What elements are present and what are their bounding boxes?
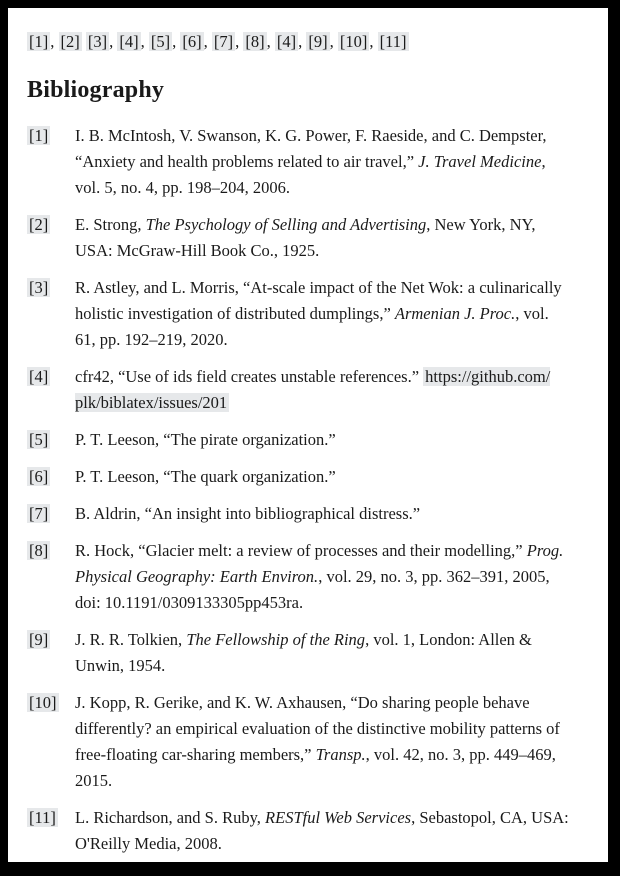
reference-list (27, 123, 573, 857)
italic-title: The Psychology of Selling and Advertising (145, 215, 427, 234)
reference-text (75, 501, 573, 527)
reference-label-link[interactable]: [7] (29, 504, 49, 523)
reference-label-link[interactable]: [1] (29, 126, 49, 145)
reference-text-segment: J. Kopp, R. Gerike, and K. W. Axhausen, “Do sharing people behave differently? an empirical evaluation of the distinctive mobility patterns of free-floating car-sharing members,” (75, 693, 560, 764)
reference-entry (27, 364, 573, 416)
citation-link[interactable]: [4] (119, 32, 139, 51)
reference-text-segment: L. Richardson, and S. Ruby, (75, 808, 266, 827)
reference-entry (27, 427, 573, 453)
reference-text-segment: , Sebastopol, CA, USA: O'Reilly Media, 2008. (75, 808, 569, 853)
citation-separator: , (266, 32, 275, 51)
citation-separator: , (50, 32, 59, 51)
citation-separator: , (140, 32, 149, 51)
reference-label-link[interactable]: [4] (29, 367, 49, 386)
reference-entry (27, 464, 573, 490)
reference-text (75, 627, 573, 679)
citation-link[interactable]: [9] (308, 32, 328, 51)
reference-number-cell (27, 212, 75, 264)
reference-text-segment: , New York, NY, USA: McGraw-Hill Book Co., 1925. (75, 215, 536, 260)
reference-text-segment: E. Strong, (75, 215, 146, 234)
reference-number-cell (27, 538, 75, 616)
citation-link[interactable]: [10] (339, 32, 368, 51)
bibliography-heading: Bibliography (27, 77, 165, 103)
reference-text (75, 690, 573, 794)
reference-number-cell (27, 690, 75, 794)
citation-link[interactable]: [7] (213, 32, 234, 51)
citation-separator: , (203, 32, 212, 51)
reference-text (75, 123, 573, 201)
italic-title: Prog. Physical Geography: Earth Environ. (75, 541, 564, 586)
reference-label-link[interactable]: [10] (29, 693, 57, 712)
citation-link[interactable]: [1] (29, 32, 49, 51)
reference-text-segment: B. Aldrin, “An insight into bibliographical distress.” (75, 504, 421, 523)
citation-link[interactable]: [2] (60, 32, 80, 51)
italic-title: The Fellowship of the Ring (186, 630, 366, 649)
reference-text (75, 212, 573, 264)
reference-label-link[interactable]: [2] (29, 215, 49, 234)
reference-text-segment: , vol. 42, no. 3, pp. 449–469, 2015. (75, 745, 556, 790)
reference-text (75, 427, 573, 453)
reference-text-segment: cfr42, “Use of ids field creates unstable references.” (75, 367, 424, 386)
reference-entry (27, 805, 573, 857)
reference-text-segment: , vol. 29, no. 3, pp. 362–391, 2005, doi: 10.1191/0309133305pp453ra. (75, 567, 550, 612)
reference-number-cell (27, 501, 75, 527)
citation-separator: , (235, 32, 244, 51)
reference-number-cell (27, 364, 75, 416)
reference-text (75, 464, 573, 490)
reference-entry (27, 627, 573, 679)
citation-separator: , (172, 32, 181, 51)
citation-separator: , (369, 32, 378, 51)
external-url-link[interactable]: https://github.com/plk/biblatex/issues/201 (75, 367, 551, 412)
reference-number-cell (27, 275, 75, 353)
citation-separator: , (298, 32, 307, 51)
reference-entry (27, 501, 573, 527)
reference-text-segment: J. R. R. Tolkien, (75, 630, 187, 649)
italic-title: Armenian J. Proc. (394, 304, 516, 323)
citation-link[interactable]: [5] (150, 32, 171, 51)
citation-link[interactable]: [3] (87, 32, 108, 51)
reference-text (75, 364, 573, 416)
reference-entry (27, 538, 573, 616)
italic-title: J. Travel Medicine (418, 152, 542, 171)
reference-text (75, 805, 573, 857)
reference-text-segment: , vol. 1, London: Allen & Unwin, 1954. (75, 630, 532, 675)
reference-text-segment: , vol. 61, pp. 192–219, 2020. (75, 304, 549, 349)
reference-text-segment: , vol. 5, no. 4, pp. 198–204, 2006. (75, 152, 546, 197)
citation-separator: , (329, 32, 338, 51)
citation-link[interactable]: [11] (379, 32, 407, 51)
reference-entry (27, 123, 573, 201)
citation-separator: , (109, 32, 118, 51)
reference-number-cell (27, 464, 75, 490)
reference-text-segment: I. B. McIntosh, V. Swanson, K. G. Power, F. Raeside, and C. Dempster, “Anxiety and health problems related to air travel,” (75, 126, 547, 171)
reference-number-cell (27, 805, 75, 857)
reference-text-segment: P. T. Leeson, “The pirate organization.” (75, 430, 336, 449)
reference-entry (27, 275, 573, 353)
reference-label-link[interactable]: [9] (29, 630, 49, 649)
reference-number-cell (27, 427, 75, 453)
reference-text-segment: P. T. Leeson, “The quark organization.” (75, 467, 336, 486)
reference-label-link[interactable]: [8] (29, 541, 49, 560)
reference-entry (27, 212, 573, 264)
reference-text (75, 538, 573, 616)
reference-label-link[interactable]: [5] (29, 430, 49, 449)
citation-link[interactable]: [6] (182, 32, 202, 51)
reference-number-cell (27, 123, 75, 201)
italic-title: Transp. (315, 745, 366, 764)
citation-link[interactable]: [4] (276, 32, 297, 51)
citation-line (27, 29, 573, 55)
reference-text-segment: R. Hock, “Glacier melt: a review of processes and their modelling,” (75, 541, 527, 560)
reference-text (75, 275, 573, 353)
reference-label-link[interactable]: [6] (29, 467, 49, 486)
document-page (8, 8, 608, 862)
reference-entry (27, 690, 573, 794)
italic-title: RESTful Web Services (265, 808, 412, 827)
reference-label-link[interactable]: [3] (29, 278, 49, 297)
reference-label-link[interactable]: [11] (29, 808, 56, 827)
citation-link[interactable]: [8] (245, 32, 265, 51)
reference-number-cell (27, 627, 75, 679)
reference-text-segment: R. Astley, and L. Morris, “At-scale impact of the Net Wok: a culinarically holistic investigation of distributed dumplings,” (75, 278, 562, 323)
